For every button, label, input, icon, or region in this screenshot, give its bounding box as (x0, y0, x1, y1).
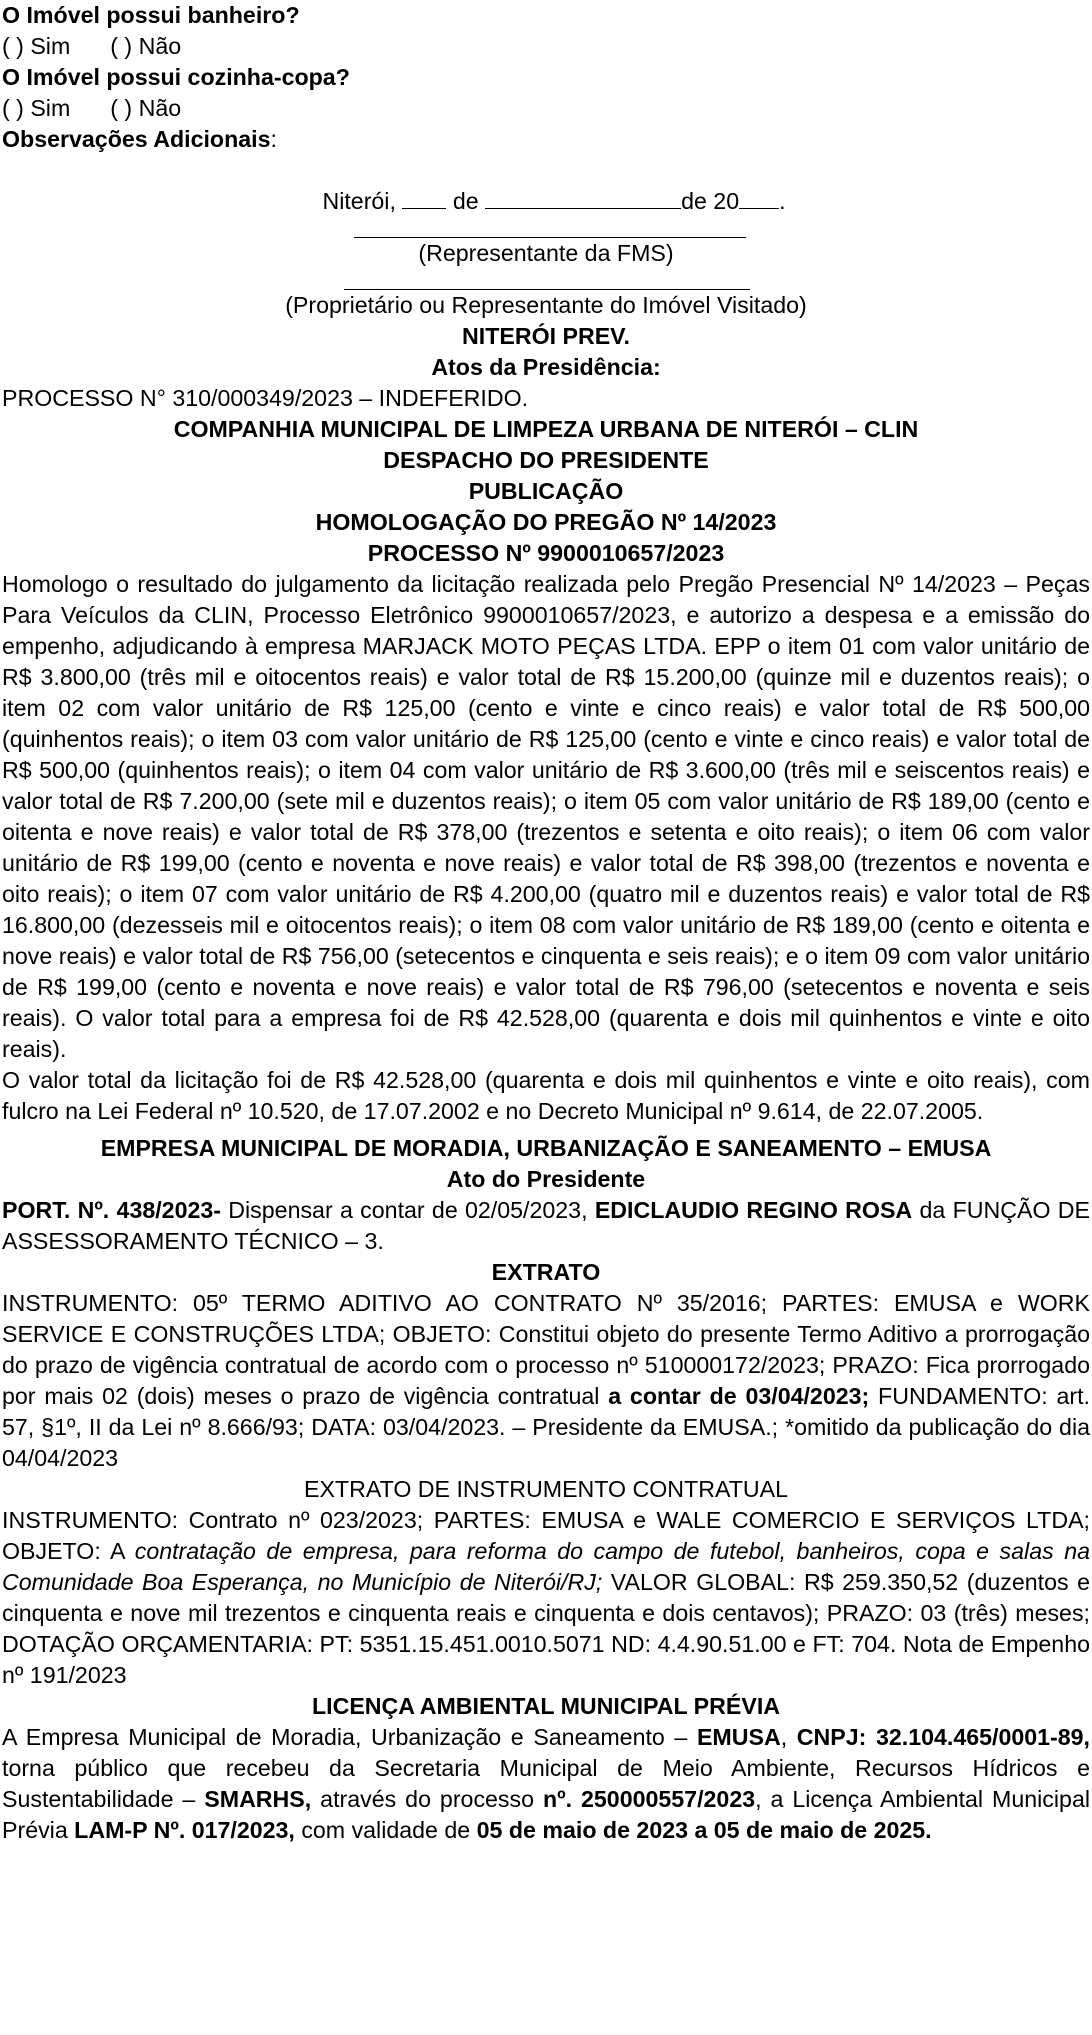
option-sim: ( ) Sim (2, 33, 71, 59)
extrato-paragraph: INSTRUMENTO: 05º TERMO ADITIVO AO CONTRATO Nº 35/2016; PARTES: EMUSA e WORK SERVICE E CONSTRUÇÕES LTDA; OBJETO: Constitui objeto do presente Termo Aditivo a prorrogação do prazo de vigência contratual de acordo com o processo nº 510000172/2023; PRAZO: Fica prorrogado por mais 02 (dois) meses o prazo de vigência contratual a contar de 03/04/2023; FUNDAMENTO: art. 57, §1º, II da Lei nº 8.666/93; DATA: 03/04/2023. – Presidente da EMUSA.; *omitido da publicação do dia 04/04/2023 (2, 1290, 1090, 1471)
blank-month (485, 188, 681, 209)
section-title-emusa: EMPRESA MUNICIPAL DE MORADIA, URBANIZAÇÃO E SANEAMENTO – EMUSA (100, 1135, 992, 1161)
blank-year (739, 188, 779, 209)
signature-caption-owner: (Proprietário ou Representante do Imóvel Visitado) (285, 292, 807, 318)
option-nao: ( ) Não (110, 33, 182, 59)
processo-line: PROCESSO N° 310/000349/2023 – INDEFERIDO. (2, 385, 529, 411)
date-line: Niterói, de de 20 . (322, 188, 786, 214)
question-banheiro: O Imóvel possui banheiro? (2, 2, 300, 28)
observations-label: Observações Adicionais: (2, 126, 277, 152)
options-banheiro (2, 31, 1090, 62)
spacer (2, 155, 1090, 186)
option-sim: ( ) Sim (2, 95, 71, 121)
portaria-paragraph: PORT. Nº. 438/2023- Dispensar a contar de 02/05/2023, EDICLAUDIO REGINO ROSA da FUNÇÃO DE ASSESSORAMENTO TÉCNICO – 3. (2, 1197, 1091, 1254)
option-nao: ( ) Não (110, 95, 182, 121)
clin-paragraph-2: O valor total da licitação foi de R$ 42.528,00 (quarenta e dois mil quinhentos e vinte e oito reais), com fulcro na Lei Federal nº 10.520, de 17.07.2002 e no Decreto Municipal nº 9.614, de 22.07.2005. (2, 1067, 1090, 1124)
heading-ato-presidente: Ato do Presidente (446, 1166, 646, 1192)
licenca-paragraph: A Empresa Municipal de Moradia, Urbanização e Saneamento – EMUSA, CNPJ: 32.104.465/0001-89, torna público que recebeu da Secretaria Municipal de Meio Ambiente, Recursos Hídricos e Sustentabilidade – SMARHS, através do processo nº. 250000557/2023, a Licença Ambiental Municipal Prévia LAM-P Nº. 017/2023, com validade de 05 de maio de 2023 a 05 de maio de 2025. (2, 1724, 1090, 1843)
section-subtitle-atos: Atos da Presidência: (431, 354, 661, 380)
heading-homologacao: HOMOLOGAÇÃO DO PREGÃO Nº 14/2023 (315, 509, 777, 535)
heading-extrato: EXTRATO (491, 1259, 601, 1285)
heading-extrato-instrumento: EXTRATO DE INSTRUMENTO CONTRATUAL (304, 1476, 788, 1502)
signature-caption-fms: (Representante da FMS) (418, 240, 674, 266)
heading-despacho: DESPACHO DO PRESIDENTE (383, 447, 709, 473)
options-cozinha (2, 93, 1090, 124)
question-cozinha: O Imóvel possui cozinha-copa? (2, 64, 350, 90)
blank-day (402, 188, 446, 209)
section-title-clin: COMPANHIA MUNICIPAL DE LIMPEZA URBANA DE NITERÓI – CLIN (173, 416, 919, 442)
heading-publicacao: PUBLICAÇÃO (468, 478, 624, 504)
heading-licenca-ambiental: LICENÇA AMBIENTAL MUNICIPAL PRÉVIA (311, 1693, 781, 1719)
section-title-niteroi-prev: NITERÓI PREV. (462, 323, 630, 349)
clin-paragraph-1: Homologo o resultado do julgamento da licitação realizada pelo Pregão Presencial Nº 14/2023 – Peças Para Veículos da CLIN, Processo Eletrônico 9900010657/2023, e autorizo a despesa e a emissão do empenho, adjudicando à empresa MARJACK MOTO PEÇAS LTDA. EPP o item 01 com valor unitário de R$ 3.800,00 (três mil e oitocentos reais) e valor total de R$ 15.200,00 (quinze mil e duzentos reais); o item 02 com valor unitário de R$ 125,00 (cento e vinte e cinco reais) e valor total de R$ 500,00 (quinhentos reais); o item 03 com valor unitário de R$ 125,00 (cento e vinte e cinco reais) e valor total de R$ 500,00 (quinhentos reais); o item 04 com valor unitário de R$ 3.600,00 (três mil e seiscentos reais) e valor total de R$ 7.200,00 (sete mil e duzentos reais); o item 05 com valor unitário de R$ 189,00 (cento e oitenta e nove reais) e valor total de R$ 378,00 (trezentos e setenta e oito reais); o item 06 com valor unitário de R$ 199,00 (cento e noventa e nove reais) e valor total de R$ 398,00 (trezentos e noventa e oito reais); o item 07 com valor unitário de R$ 4.200,00 (quatro mil e duzentos reais) e valor total de R$ 16.800,00 (dezesseis mil e oitocentos reais); o item 08 com valor unitário de R$ 189,00 (cento e oitenta e nove reais) e valor total de R$ 756,00 (setecentos e cinquenta e seis reais); e o item 09 com valor unitário de R$ 199,00 (cento e noventa e nove reais) e valor total de R$ 796,00 (setecentos e noventa e seis reais). O valor total para a empresa foi de R$ 42.528,00 (quarenta e dois mil quinhentos e vinte e oito reais). (2, 571, 1090, 1062)
signature-line-fms (354, 217, 746, 238)
signature-line-owner (344, 269, 750, 290)
heading-processo: PROCESSO Nº 9900010657/2023 (367, 540, 725, 566)
extrato-instrumento-paragraph: INSTRUMENTO: Contrato nº 023/2023; PARTES: EMUSA e WALE COMERCIO E SERVIÇOS LTDA; OBJETO: A contratação de empresa, para reforma do campo de futebol, banheiros, copa e salas na Comunidade Boa Esperança, no Município de Niterói/RJ; VALOR GLOBAL: R$ 259.350,52 (duzentos e cinquenta e nove mil trezentos e cinquenta reais e cinquenta e dois centavos); PRAZO: 03 (três) meses; DOTAÇÃO ORÇAMENTARIA: PT: 5351.15.451.0010.5071 ND: 4.4.90.51.00 e FT: 704. Nota de Empenho nº 191/2023 (2, 1507, 1090, 1688)
